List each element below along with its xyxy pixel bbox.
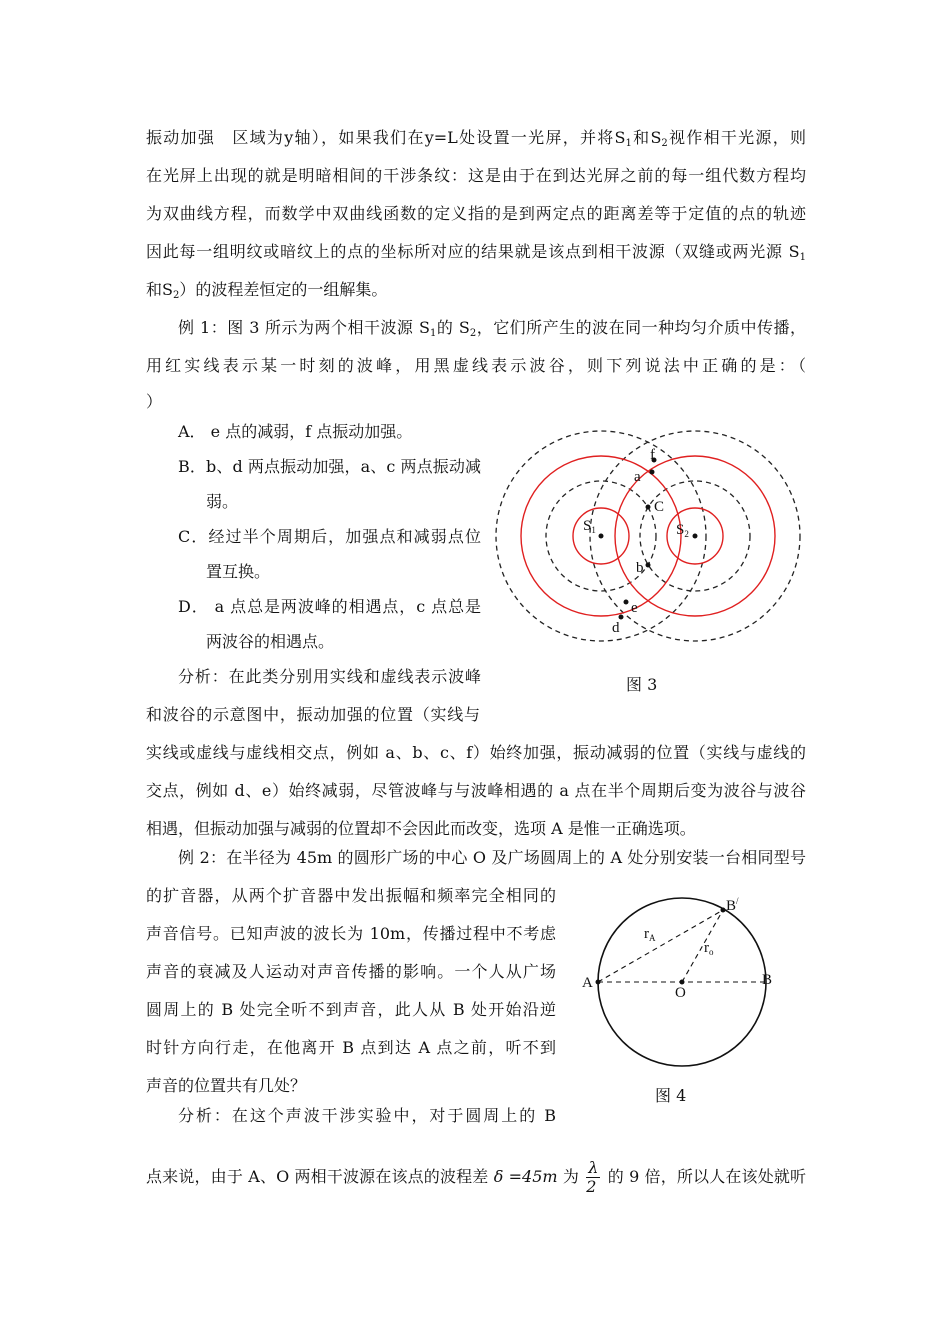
- option-b-line1: B．b、d 两点振动加强，a、c 两点振动减: [178, 457, 481, 476]
- lambda-half-fraction: $\frac{\lambda}{2}$: [586, 1158, 599, 1196]
- analysis2-line1: 分析：在这个声波干涉实验中，对于圆周上的 B: [178, 1106, 556, 1125]
- analysis1-line3: 实线或虚线与虚线相交点，例如 a、b、c、f）始终加强，振动减弱的位置（实线与虚线的: [146, 743, 806, 762]
- point-a-fig4: [596, 980, 601, 985]
- analysis1-line5: 相遇，但振动加强与减弱的位置却不会因此而改变，选项 A 是惟一正确选项。: [146, 819, 696, 838]
- label-b-prime: B/: [726, 896, 739, 914]
- option-c-line1: C．经过半个周期后，加强点和减弱点位: [178, 527, 481, 546]
- line-ro: [682, 910, 723, 982]
- s2-point: [693, 534, 698, 539]
- label-a-fig4: A: [582, 975, 593, 991]
- label-ra: $r_A$: [644, 926, 656, 943]
- ex1-line3: ）: [146, 392, 163, 411]
- point-b-prime: [721, 908, 726, 913]
- ex2-line7: 声音的位置共有几处？: [146, 1076, 307, 1095]
- label-ro: $r_o$: [704, 940, 714, 957]
- s2-label: $S_2$: [676, 522, 689, 539]
- figure3-wave-interference: [493, 422, 813, 644]
- para1-line3: 为双曲线方程，而数学中双曲线函数的定义指的是到两定点的距离差等于定值的点的轨迹: [146, 204, 806, 223]
- figure3-caption: 图 3: [626, 675, 658, 694]
- para1-line5: 和$S_2$）的波程差恒定的一组解集。: [146, 280, 388, 301]
- ex2-line3: 声音信号。已知声波的波长为 10m，传播过程中不考虑: [146, 924, 556, 943]
- figure4-caption: 图 4: [655, 1086, 687, 1105]
- analysis2-line2: 点来说，由于 A、O 两相干波源在该点的波程差 δ =45m 为 $\frac{\lambda}{2}$ 的 9 倍，所以人在该处就听: [146, 1158, 807, 1196]
- label-a: a: [634, 469, 641, 485]
- point-d: [619, 615, 624, 620]
- ex2-line6: 时针方向行走，在他离开 B 点到达 A 点之前，听不到: [146, 1038, 556, 1057]
- ex2-line1: 例 2：在半径为 45m 的圆形广场的中心 O 及广场圆周上的 A 处分别安装一台相同型号: [178, 848, 806, 867]
- option-d-line2: 两波谷的相遇点。: [206, 632, 335, 651]
- para1-line2: 在光屏上出现的就是明暗相间的干涉条纹：这是由于在到达光屏之前的每一组代数方程均: [146, 166, 806, 185]
- point-c: [646, 505, 651, 510]
- figure4-circular-plaza: [576, 896, 786, 1072]
- label-c: C: [654, 499, 665, 515]
- point-a: [650, 470, 655, 475]
- para1-line4: 因此每一组明纹或暗纹上的点的坐标所对应的结果就是该点到相干波源（双缝或两光源 $S_1$: [146, 242, 806, 263]
- delta-expression: δ =45m: [493, 1167, 558, 1186]
- point-b: [646, 563, 651, 568]
- analysis1-line4: 交点，例如 d、e）始终减弱，尽管波峰与与波峰相遇的 a 点在半个周期后变为波谷与波谷: [146, 781, 806, 800]
- ex2-line2: 的扩音器，从两个扩音器中发出振幅和频率完全相同的: [146, 886, 556, 905]
- analysis1-line1: 分析：在此类分别用实线和虚线表示波峰: [178, 667, 481, 686]
- label-o: O: [675, 985, 686, 1001]
- point-o: [680, 980, 685, 985]
- option-d-line1: D． a 点总是两波峰的相遇点，c 点总是: [178, 597, 481, 616]
- label-b: b: [636, 560, 644, 576]
- ex2-line5: 圆周上的 B 处完全听不到声音，此人从 B 处开始沿逆: [146, 1000, 556, 1019]
- analysis1-line2: 和波谷的示意图中，振动加强的位置（实线与: [146, 705, 480, 724]
- option-c-line2: 置互换。: [206, 562, 271, 581]
- label-d: d: [612, 620, 620, 636]
- label-f: f: [650, 447, 655, 463]
- label-b-fig4: B: [762, 972, 773, 988]
- s1-label: $S_1$: [583, 518, 596, 535]
- ex1-line2: 用红实线表示某一时刻的波峰，用黑虚线表示波谷，则下列说法中正确的是：（: [146, 356, 806, 375]
- ex2-line4: 声音的衰减及人运动对声音传播的影响。一个人从广场: [146, 962, 556, 981]
- s1-point: [599, 534, 604, 539]
- para1-line1: 振动加强 区域为y轴），如果我们在y=L处设置一光屏，并将$S_1$和$S_2$视作相干光源，则: [146, 128, 806, 149]
- label-e: e: [631, 600, 638, 616]
- option-b-line2: 弱。: [206, 492, 239, 511]
- point-e: [624, 600, 629, 605]
- ex1-line1: 例 1：图 3 所示为两个相干波源 $S_1$的 $S_2$，它们所产生的波在同一种均匀介质中传播，: [178, 318, 806, 339]
- option-a: A． e 点的减弱，f 点振动加强。: [178, 422, 413, 441]
